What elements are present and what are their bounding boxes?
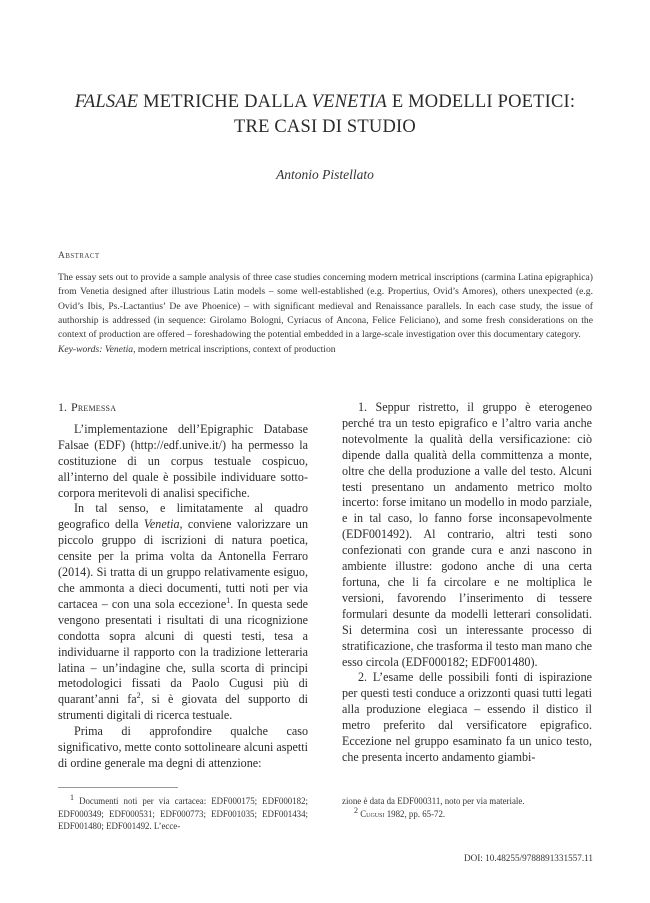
abstract-text: The essay sets out to provide a sample analysis of three case studies concerning modern metrical inscriptions (carmina Latina epigraphica) from Venetia designed after illustrious Latin models – some well-established (e.g. Propertius, Ovid’s Amores), others unexpected (e.g. Ovid’s Ibis, Ps.-Lactantius’ De ave Phoenice) – with significant medieval and Renaissance parallels. In each case study, the issue of authorship is addressed (in sequence: Girolamo Bologni, Cyriacus of Ancona, Felice Feliciano), and some fresh considerations on the context of production are offered – foreshadowing the potential embedded in a large-scale investigation over this documentary category. (58, 272, 593, 341)
left-paragraph-2 (58, 501, 308, 724)
article-title (40, 90, 610, 140)
p2-part-d: , si è giovata del supporto di strumenti digitali di ricerca testuale. (58, 692, 308, 723)
footnote-ref-1[interactable]: 1 (226, 595, 231, 605)
abstract-heading: Abstract (58, 251, 100, 261)
title-post: E MODELLI POETICI: (387, 92, 576, 112)
p2-part-b: , conviene valorizzare un piccolo gruppo di iscrizioni di natura poetica, censite per la prima volta da Antonella Ferraro (2014). Si tratta di un gruppo relativamente esiguo, che ammonta a dieci documenti, tutti noti per via cartacea – con una sola eccezione (58, 517, 308, 611)
keywords-venetia: Venetia (104, 343, 134, 355)
section-heading (58, 400, 308, 416)
footnotes-right (342, 795, 592, 820)
title-italic-falsae: FALSAE (74, 92, 139, 112)
title-italic-venetia: VENETIA (311, 92, 387, 112)
doi-identifier[interactable]: DOI: 10.48255/9788891331557.11 (463, 853, 593, 863)
footnote-2-rest: 1982, pp. 65-72. (384, 808, 446, 819)
title-line-2: TRE CASI DI STUDIO (234, 117, 416, 137)
left-paragraph-3: Prima di approfondire qualche caso significativo, mette conto sottolineare alcuni aspetti di ordine generale ma degni di attenzione: (58, 724, 308, 770)
abstract-body (58, 271, 593, 357)
footnote-ref-2[interactable]: 2 (136, 691, 141, 701)
footnote-1 (58, 795, 308, 833)
footnote-2-author: Cugusi (360, 808, 385, 819)
footnote-2-number: 2 (354, 805, 358, 815)
title-mid: METRICHE DALLA (138, 92, 312, 112)
author-name: Antonio Pistellato (276, 167, 374, 182)
section-name: Premessa (71, 400, 117, 414)
footnote-1-text: Documenti noti per via cartacea: EDF000175; EDF000182; EDF000349; EDF000531; EDF000773; EDF001035; EDF001434; EDF001480; EDF001492. L’ecce- (58, 796, 309, 832)
keywords-rest: , modern metrical inscriptions, context of production (133, 343, 336, 355)
section-number: 1. (58, 400, 67, 414)
p2-part-c: . In questa sede vengono presentati i risultati di una ricognizione condotta sopra alcuni di questi testi, tesa a individuarne il rapporto con la tradizione letteraria latina – un’indagine che, sulla scorta di principi metodologici fissati da Paolo Cugusi più di quarant’anni fa (58, 596, 308, 707)
footnote-1-continuation: zione è data da EDF000311, noto per via materiale. (342, 796, 525, 806)
left-paragraph-1: L’implementazione dell’Epigraphic Database Falsae (EDF) (http://edf.unive.it/) ha permesso la costituzione di un corpus testuale cospicuo, all’interno del quale è possibile individuare sotto-corpora meritevoli di analisi specifiche. (58, 421, 308, 500)
title-line-1 (40, 90, 610, 115)
right-column (342, 400, 592, 766)
left-column (58, 400, 308, 772)
p2-part-a: In tal senso, e limitatamente al quadro geografico della (58, 501, 308, 532)
keywords-label: Key-words: (58, 343, 103, 355)
footnote-2 (342, 805, 592, 821)
footnote-divider (58, 787, 178, 788)
footnotes-left (58, 795, 308, 833)
right-paragraph-1: 1. Seppur ristretto, il gruppo è eterogeneo perché tra un testo epigrafico e l’altro varia anche notevolmente la qualità della versificazione: ciò dipende dalla qualità della committenza a monte, oltre che della produzione a valle del testo. Alcuni testi presentano un andamento metrico molto incerto: forse imitano un modello in modo parziale, e in tal caso, lo fanno forse inconsapevolmente (EDF001492). Al contrario, altri testi sono confezionati con grande cura e anzi nascono in ambiente illustre: godono anche di una certa fortuna, che li fa circolare e ne moltiplica le versioni, favorendo l’inserimento di tessere formulari desunte da modelli letterari consolidati. Si determina così un interessante processo di stratificazione, che trasforma il testo man mano che esso circola (EDF000182; EDF001480). (342, 400, 592, 669)
p2-italic-venetia: Venetia (143, 517, 180, 532)
footnote-1-number: 1 (70, 793, 74, 803)
right-paragraph-2: 2. L’esame delle possibili fonti di ispirazione per questi testi conduce a orizzonti quasi tutti legati alla produzione elegiaca – essendo il distico il metro preferito dal versificatore epigrafico. Eccezione nel gruppo esaminato fa un unico testo, che presenta incerto andamento giambi- (342, 670, 592, 764)
